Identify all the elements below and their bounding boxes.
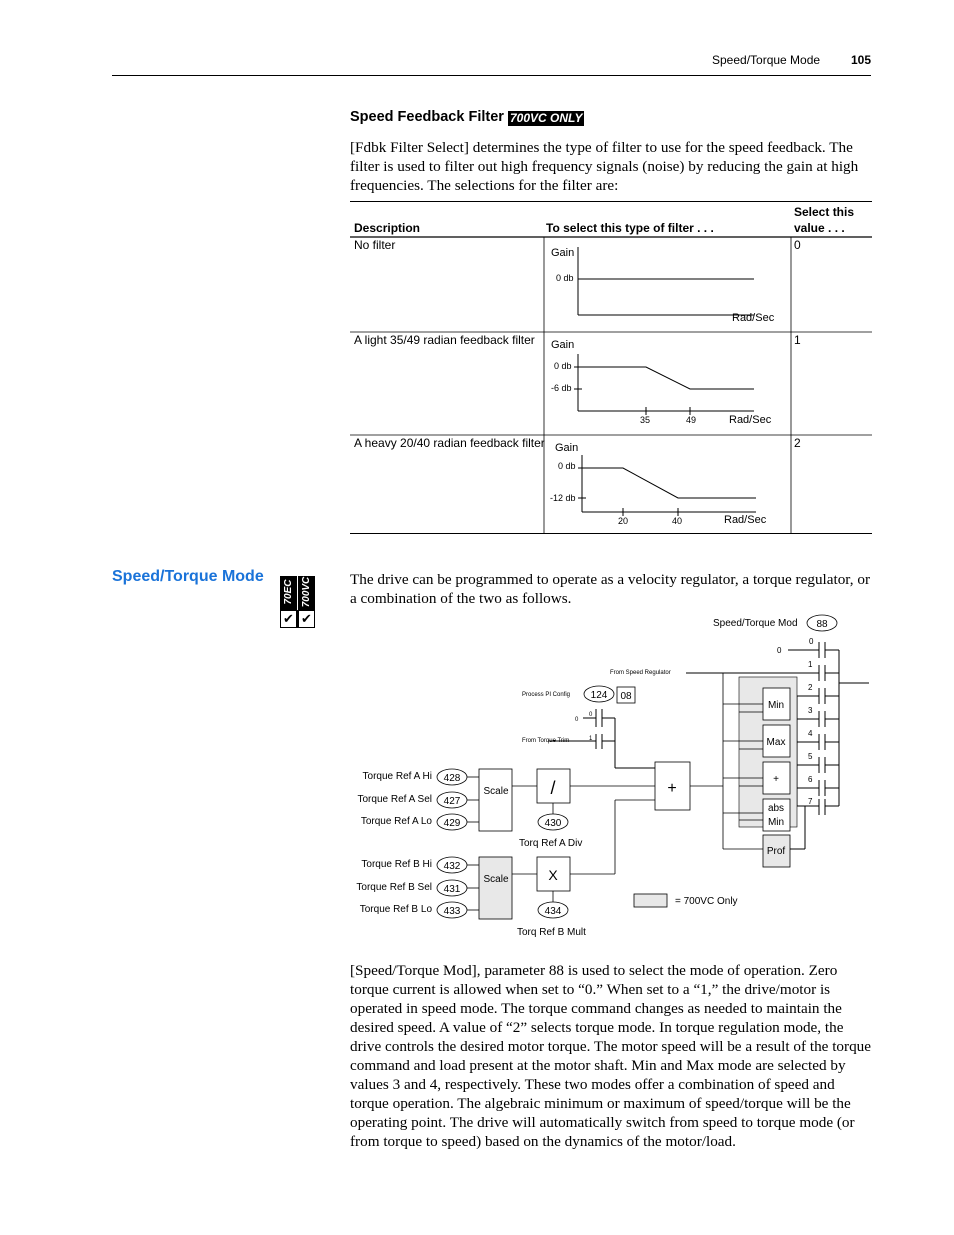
speed-torque-mod-label: Speed/Torque Mod (713, 618, 798, 629)
col-header-filter-type: To select this type of filter . . . (546, 221, 714, 235)
param-428-number: 428 (443, 773, 461, 784)
row-value: 1 (794, 333, 801, 347)
switch-label-7: 7 (808, 797, 813, 806)
light-filter-graph (574, 354, 754, 415)
bit-08-label: 08 (620, 691, 632, 702)
speed-torque-intro-paragraph: The drive can be programmed to operate as a velocity regulator, a torque regulator, or a combination of the two as follows. (350, 571, 871, 607)
param-427-number: 427 (443, 796, 461, 807)
scale-b-label: Scale (483, 874, 509, 885)
col-header-select-value: Select this value . . . (794, 205, 855, 235)
page-number: 105 (851, 53, 872, 67)
speed-torque-description-paragraph: [Speed/Torque Mod], parameter 88 is used to select the mode of operation. Zero torque current is allowed when set to “0.” When set to a “1,” the drive/motor is operated in speed mode. The torque command changes as needed to maintain the desired speed. A value of “2” selects torque mode. In torque regulation mode, the drive controls the desired motor torque. The motor speed will be a result of the torque command and load present at the motor shaft. Min and Max mode are selected by values 3 and 4, respectively. These two modes offer a combination of speed and torque operation. The algebraic minimum or maximum of speed/torque will be the operating point. The drive will automatically switch from speed to torque mode (or from torque to speed) based on the dynamics of the motor/load. (350, 962, 872, 1150)
check-icon: ✔ (281, 611, 296, 627)
graph-y-title: Gain (551, 339, 575, 351)
row-value: 0 (794, 238, 801, 252)
700vc-only-badge: 700VC ONLY (510, 111, 583, 125)
graph-x-label: 49 (686, 415, 697, 425)
drive-label-70ec: 70EC (283, 579, 294, 605)
scale-b-block (479, 857, 512, 919)
graph-y-label: -12 db (550, 493, 576, 503)
torque-ref-a-hi-label: Torque Ref A Hi (362, 771, 432, 782)
graph-y-label: 0 db (554, 361, 572, 371)
switch-label-2: 2 (808, 683, 813, 692)
divide-symbol: / (550, 778, 556, 798)
speed-feedback-filter-heading: Speed Feedback Filter (350, 109, 504, 125)
param-432-number: 432 (443, 861, 461, 872)
param-433-number: 433 (443, 906, 461, 917)
param-431-number: 431 (443, 884, 461, 895)
legend-700vc-only: = 700VC Only (675, 896, 738, 907)
param-430-number: 430 (544, 818, 562, 829)
pi-zero-label: 0 (575, 717, 579, 723)
speed-torque-block-diagram (340, 608, 880, 948)
switch-label-3: 3 (808, 706, 813, 715)
graph-x-unit: Rad/Sec (732, 312, 775, 324)
sum-block-small-label: + (773, 774, 779, 785)
no-filter-graph (578, 247, 754, 315)
heavy-filter-graph (578, 455, 756, 516)
torque-ref-a-sel-label: Torque Ref A Sel (357, 794, 432, 805)
multiply-symbol: X (548, 867, 558, 883)
graph-y-label: 0 db (556, 273, 574, 283)
abs-min-block-label: Min (767, 817, 785, 828)
drive-label-700vc: 700VC (301, 576, 312, 608)
graph-x-unit: Rad/Sec (729, 414, 772, 426)
process-pi-config-label: Process PI Config (522, 692, 571, 698)
header-rule (112, 75, 871, 76)
pi-contact-1-label: 1 (589, 736, 593, 742)
torq-ref-b-mult-label: Torq Ref B Mult (517, 927, 586, 938)
col-header-description: Description (354, 221, 421, 235)
graph-y-label: 0 db (558, 461, 576, 471)
switch-label-5: 5 (808, 752, 813, 761)
filter-intro-paragraph: [Fdbk Filter Select] determines the type of filter to use for the speed feedback. The filter is used to filter out high frequency signals (noise) by reducing the gain at high frequencies. The selections for the filter are: (350, 139, 859, 194)
graph-x-label: 40 (672, 516, 683, 526)
scale-a-block (479, 769, 512, 831)
param-429-number: 429 (443, 818, 461, 829)
graph-y-title: Gain (551, 247, 575, 259)
max-block-label: Max (766, 737, 786, 748)
row-description: A light 35/49 radian feedback filter (354, 333, 535, 347)
scale-a-label: Scale (483, 786, 509, 797)
zero-input-label: 0 (777, 646, 782, 655)
switch-label-0: 0 (809, 637, 814, 646)
check-icon: ✔ (299, 611, 314, 627)
row-description: No filter (354, 238, 396, 252)
graph-x-label: 20 (618, 516, 629, 526)
switch-label-6: 6 (808, 775, 813, 784)
abs-block-label: abs (767, 803, 785, 814)
param-124-number: 124 (590, 690, 608, 701)
torque-ref-b-hi-label: Torque Ref B Hi (361, 859, 432, 870)
switch-label-4: 4 (808, 729, 813, 738)
torque-ref-b-sel-label: Torque Ref B Sel (356, 882, 432, 893)
param-434-number: 434 (544, 906, 562, 917)
from-speed-regulator-label: From Speed Regulator (610, 670, 671, 676)
param-88-number: 88 (816, 619, 828, 630)
drive-applicability-box (280, 576, 315, 628)
prof-block-label: Prof (766, 846, 786, 857)
summation-symbol: + (667, 780, 677, 797)
min-block-label: Min (767, 700, 785, 711)
torque-ref-a-lo-label: Torque Ref A Lo (360, 816, 432, 827)
from-torque-trim-label: From Torque Trim (522, 738, 570, 744)
row-description: A heavy 20/40 radian feedback filter (354, 436, 545, 450)
graph-y-title: Gain (555, 442, 579, 454)
graph-x-label: 35 (640, 415, 651, 425)
legend-swatch (634, 894, 667, 907)
torque-ref-b-lo-label: Torque Ref B Lo (359, 904, 432, 915)
switch-label-1: 1 (808, 660, 813, 669)
filter-selection-table (350, 201, 872, 534)
block-diagram-svg (340, 608, 880, 948)
row-value: 2 (794, 436, 801, 450)
running-header-title: Speed/Torque Mode (712, 53, 821, 67)
torq-ref-a-div-label: Torq Ref A Div (519, 838, 583, 849)
graph-y-label: -6 db (551, 383, 572, 393)
speed-torque-mode-heading: Speed/Torque Mode (112, 568, 264, 585)
pi-contact-0-label: 0 (589, 712, 593, 718)
graph-x-unit: Rad/Sec (724, 514, 767, 526)
